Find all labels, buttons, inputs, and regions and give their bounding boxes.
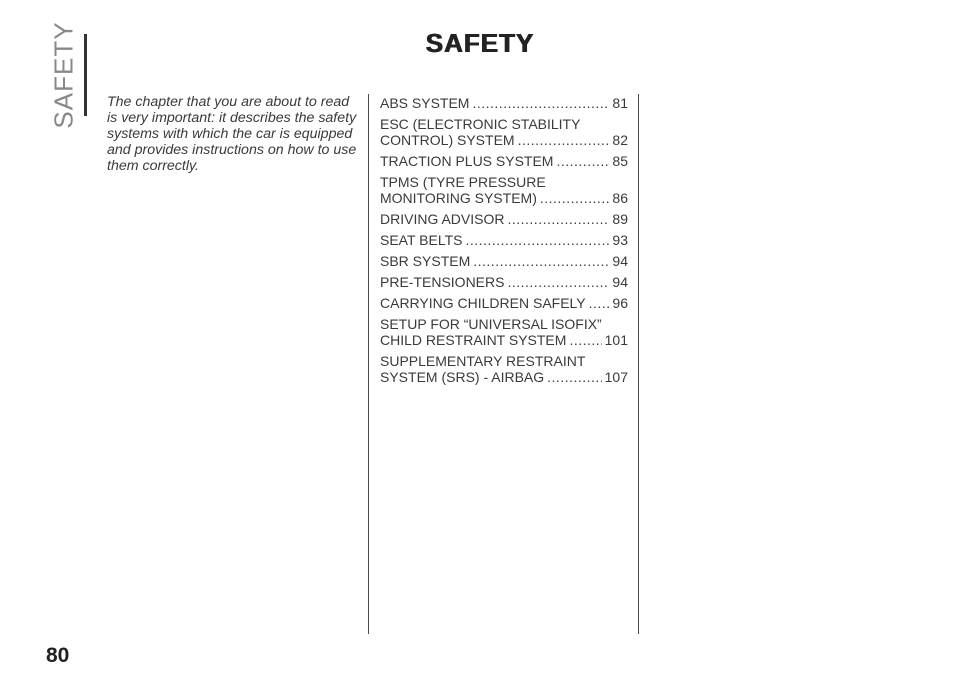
toc-entry-line: [380, 132, 628, 148]
toc-dot-leader: [518, 132, 610, 148]
toc-dot-leader: [507, 211, 609, 227]
toc-entry[interactable]: [380, 316, 628, 348]
toc-entry-line: [380, 274, 628, 290]
toc-entry-line: [380, 295, 628, 311]
toc-entry-label: CHILD RESTRAINT SYSTEM: [380, 332, 567, 348]
toc-entry-lead: SETUP FOR “UNIVERSAL ISOFIX”: [380, 316, 602, 332]
toc-dot-leader: [473, 253, 609, 269]
toc-dot-leader: [507, 274, 609, 290]
toc-entry-page: 93: [612, 232, 628, 248]
toc-dot-leader: [472, 95, 609, 111]
toc-entry-label: DRIVING ADVISOR: [380, 211, 505, 227]
toc-entry-page: 94: [612, 274, 628, 290]
toc-entry[interactable]: [380, 232, 628, 248]
toc-entry[interactable]: [380, 95, 628, 111]
toc-entry-line: [380, 232, 628, 248]
toc-entry-label: CARRYING CHILDREN SAFELY: [380, 295, 586, 311]
column-divider-left: [368, 94, 369, 634]
toc-entry-page: 85: [612, 153, 628, 169]
table-of-contents: [380, 95, 628, 390]
toc-dot-leader: [540, 190, 610, 206]
toc-entry-line: [380, 95, 628, 111]
toc-entry[interactable]: [380, 116, 628, 148]
page-title: SAFETY: [425, 28, 535, 58]
toc-entry[interactable]: [380, 153, 628, 169]
toc-entry-line: [380, 190, 628, 206]
toc-entry-lead: TPMS (TYRE PRESSURE: [380, 174, 546, 190]
toc-entry-label: MONITORING SYSTEM): [380, 190, 537, 206]
toc-entry-lead: SUPPLEMENTARY RESTRAINT: [380, 353, 586, 369]
toc-dot-leader: [589, 295, 610, 311]
toc-entry-page: 94: [612, 253, 628, 269]
toc-entry-lead: ESC (ELECTRONIC STABILITY: [380, 116, 581, 132]
toc-entry-page: 101: [604, 332, 628, 348]
toc-dot-leader: [465, 232, 609, 248]
toc-entry-page: 89: [612, 211, 628, 227]
toc-entry-page: 107: [604, 369, 628, 385]
toc-entry-line: [380, 211, 628, 227]
toc-dot-leader: [569, 332, 601, 348]
toc-entry-line: [380, 253, 628, 269]
toc-entry-label: SBR SYSTEM: [380, 253, 471, 269]
toc-entry-line: [380, 369, 628, 385]
toc-entry[interactable]: [380, 253, 628, 269]
toc-entry[interactable]: [380, 353, 628, 385]
section-side-label-text: SAFETY: [48, 21, 79, 129]
toc-entry[interactable]: [380, 295, 628, 311]
toc-entry-label: CONTROL) SYSTEM: [380, 132, 515, 148]
toc-dot-leader: [556, 153, 609, 169]
toc-entry-label: SYSTEM (SRS) - AIRBAG: [380, 369, 545, 385]
toc-entry-page: 96: [612, 295, 628, 311]
column-divider-right: [638, 94, 639, 634]
toc-entry-page: 82: [612, 132, 628, 148]
toc-entry-label: TRACTION PLUS SYSTEM: [380, 153, 554, 169]
toc-entry-label: SEAT BELTS: [380, 232, 463, 248]
toc-entry[interactable]: [380, 274, 628, 290]
toc-entry-line: [380, 153, 628, 169]
toc-entry[interactable]: [380, 211, 628, 227]
toc-entry-page: 81: [612, 95, 628, 111]
chapter-intro-text: The chapter that you are about to read is very important: it describes the safety systems with which the car is equipped and provides instructions on how to use them correctly.: [107, 94, 357, 174]
toc-entry-line: [380, 332, 628, 348]
toc-entry-label: ABS SYSTEM: [380, 95, 470, 111]
toc-entry-label: PRE-TENSIONERS: [380, 274, 505, 290]
toc-entry-page: 86: [612, 190, 628, 206]
toc-dot-leader: [547, 369, 602, 385]
toc-entry[interactable]: [380, 174, 628, 206]
page-number: 80: [46, 644, 70, 667]
